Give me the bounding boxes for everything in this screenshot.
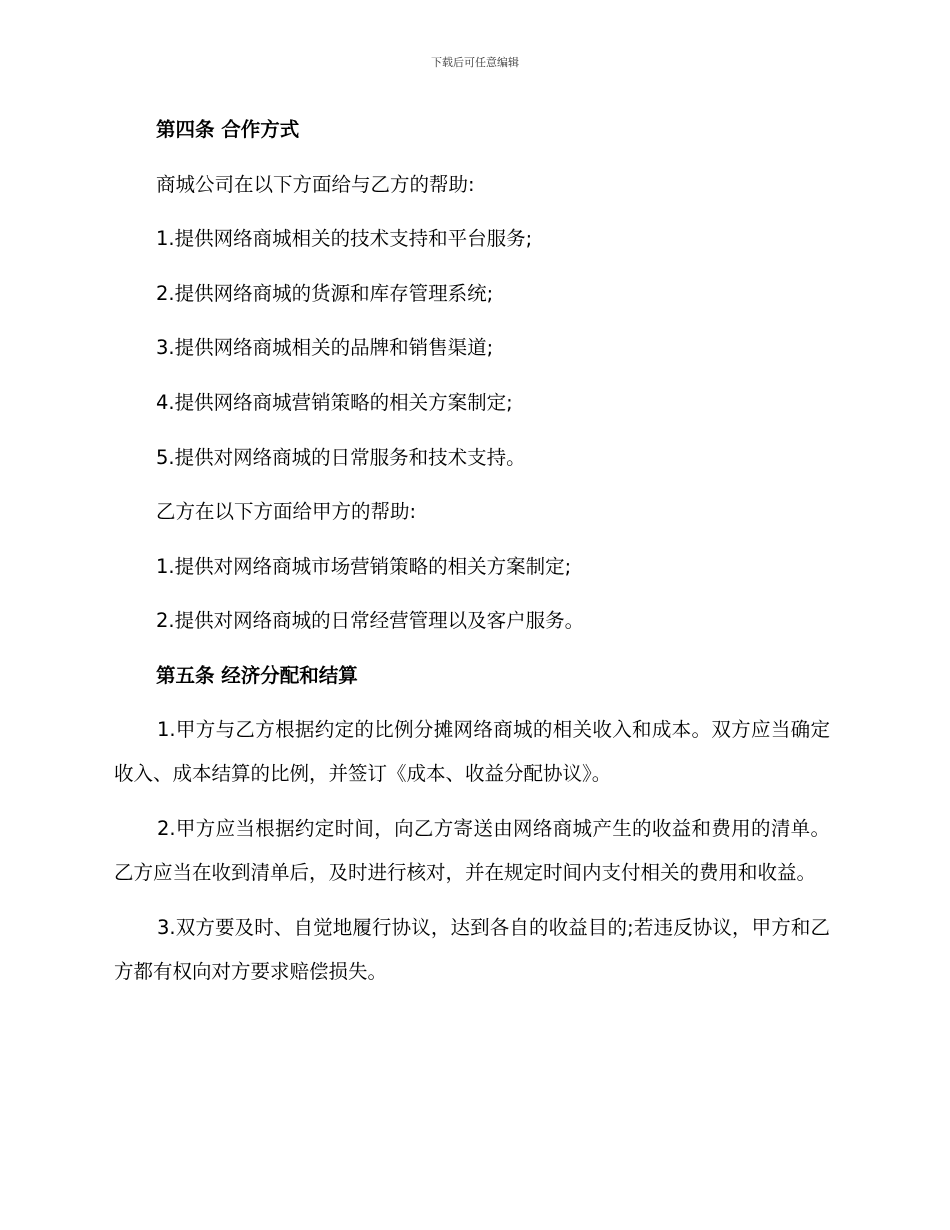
mall-item: 3.提供网络商城相关的品牌和销售渠道; — [156, 336, 494, 360]
mall-item: 2.提供网络商城的货源和库存管理系统; — [156, 281, 494, 305]
article5-paragraph: 1.甲方与乙方根据约定的比例分摊网络商城的相关收入和成本。双方应当确定收入、成本结算的比例，并签订《成本、收益分配协议》。 — [114, 717, 830, 786]
partyb-item: 1.提供对网络商城市场营销策略的相关方案制定; — [156, 554, 572, 578]
mall-item: 5.提供对网络商城的日常服务和技术支持。 — [156, 445, 526, 469]
article5-title: 第五条 经济分配和结算 — [156, 663, 358, 687]
mall-item: 4.提供网络商城营销策略的相关方案制定; — [156, 390, 513, 414]
article5-paragraph: 2.甲方应当根据约定时间，向乙方寄送由网络商城产生的收益和费用的清单。乙方应当在收到清单后，及时进行核对，并在规定时间内支付相关的费用和收益。 — [114, 816, 830, 885]
header-note: 下载后可任意编辑 — [431, 56, 519, 69]
mall-item: 1.提供网络商城相关的技术支持和平台服务; — [156, 227, 533, 251]
partyb-item: 2.提供对网络商城的日常经营管理以及客户服务。 — [156, 609, 585, 633]
partyb-intro: 乙方在以下方面给甲方的帮助: — [156, 500, 417, 524]
document-body — [114, 112, 830, 995]
article5-paragraph: 3.双方要及时、自觉地履行协议，达到各自的收益目的;若违反协议，甲方和乙方都有权向对方要求赔偿损失。 — [114, 915, 830, 984]
article4-title: 第四条 合作方式 — [156, 118, 300, 141]
mall-intro: 商城公司在以下方面给与乙方的帮助: — [156, 172, 475, 196]
